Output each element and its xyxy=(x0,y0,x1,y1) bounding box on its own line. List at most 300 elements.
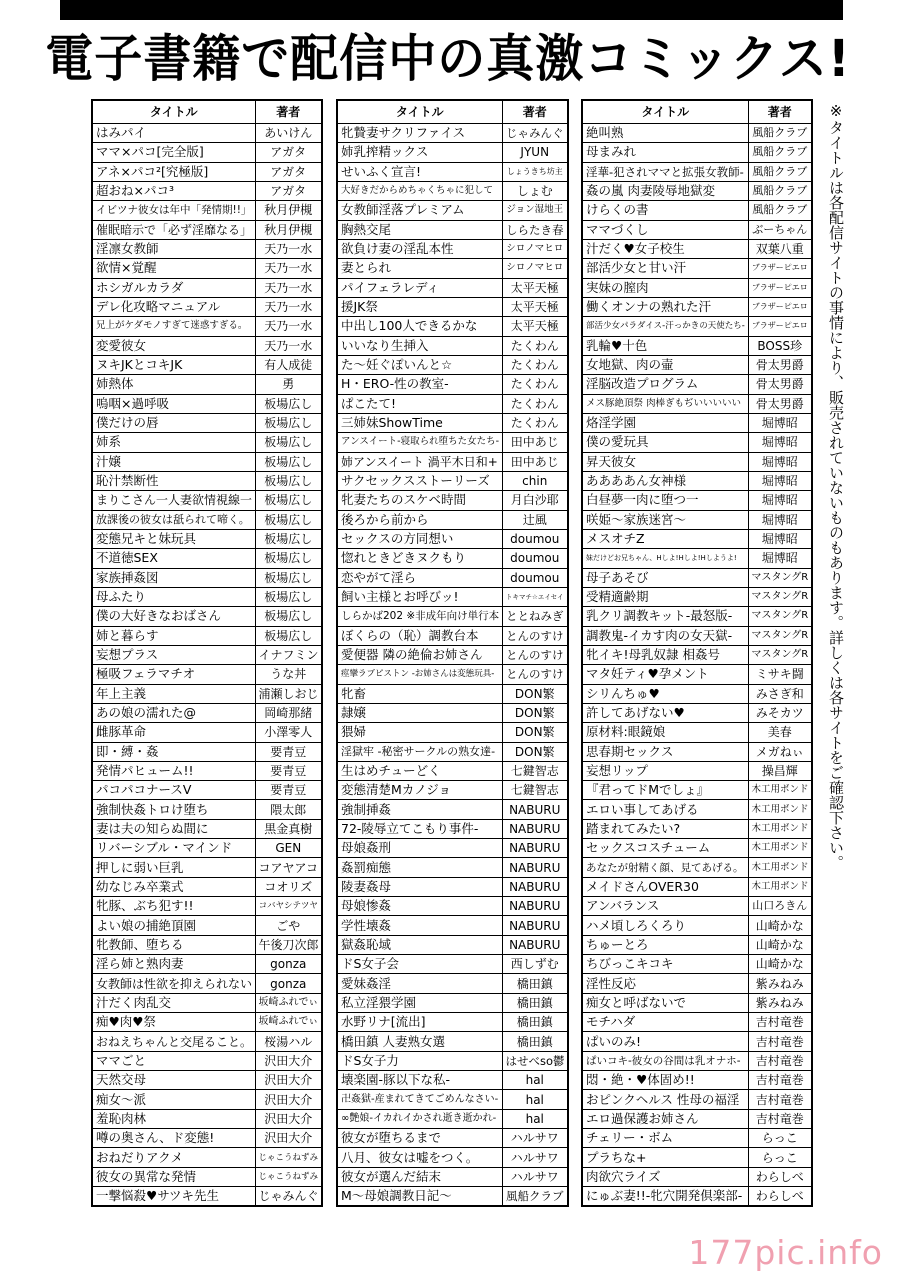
comic-title: 淫脳改造プログラム xyxy=(582,375,748,394)
comic-title: 僕の大好きなおばさん xyxy=(92,607,255,626)
table-row xyxy=(582,974,812,993)
comic-author: 骨太男爵 xyxy=(748,394,812,413)
table-row xyxy=(582,549,812,568)
comic-title: 調教鬼-イカす肉の女天獄- xyxy=(582,626,748,645)
comic-title: メイドさんOVER30 xyxy=(582,877,748,896)
comic-title: 卍姦獄-産まれてきてごめんなさい- xyxy=(337,1090,502,1109)
table-row xyxy=(92,413,322,432)
comic-author: マスタングR xyxy=(748,626,812,645)
comic-author: ブラザーピエロ xyxy=(748,259,812,278)
table-row xyxy=(92,839,322,858)
table-row xyxy=(337,317,568,336)
comic-title: 家族挿姦図 xyxy=(92,568,255,587)
table-row xyxy=(582,375,812,394)
table-row xyxy=(582,491,812,510)
comic-author: 沢田大介 xyxy=(255,1129,322,1148)
comic-author: ミサキ闘 xyxy=(748,665,812,684)
comic-author: ハルサワ xyxy=(502,1148,568,1167)
comic-title: ちゅーとろ xyxy=(582,935,748,954)
watermark: 177pic.info xyxy=(688,1233,883,1272)
comics-table-3 xyxy=(581,99,813,1207)
table-row xyxy=(582,800,812,819)
comic-title: 母子あそび xyxy=(582,568,748,587)
comic-title: 不道徳SEX xyxy=(92,549,255,568)
table-row xyxy=(337,800,568,819)
comic-title: 姉乳搾精ックス xyxy=(337,143,502,162)
comic-author: 橋田鎮 xyxy=(502,974,568,993)
comic-title: プラちな+ xyxy=(582,1148,748,1167)
table-row xyxy=(582,1148,812,1167)
comic-author: 堀博昭 xyxy=(748,491,812,510)
comic-title: リバーシブル・マインド xyxy=(92,839,255,858)
comic-author: 桜湯ハル xyxy=(255,1032,322,1051)
comic-title: 隷嬢 xyxy=(337,703,502,722)
table-row xyxy=(337,375,568,394)
comic-author: みそカツ xyxy=(748,703,812,722)
table-row xyxy=(337,433,568,452)
comic-author: じゃみんぐ xyxy=(502,124,568,143)
comic-author: 太平天極 xyxy=(502,278,568,297)
table-row xyxy=(582,819,812,838)
table-row xyxy=(337,568,568,587)
table-row xyxy=(337,935,568,954)
table-row xyxy=(337,1129,568,1148)
comic-title: 陵妻姦母 xyxy=(337,877,502,896)
comic-title: 母まみれ xyxy=(582,143,748,162)
comic-author: 秋月伊槻 xyxy=(255,220,322,239)
comic-title: 妻とられ xyxy=(337,259,502,278)
comic-title: イビツナ彼女は年中「発情期!!」 xyxy=(92,201,255,220)
table-row xyxy=(92,1013,322,1032)
table-row xyxy=(582,858,812,877)
comic-title: 彼女が選んだ結末 xyxy=(337,1167,502,1186)
table-row xyxy=(92,201,322,220)
comic-author: とんのすけ xyxy=(502,626,568,645)
comic-author: 黒金真樹 xyxy=(255,819,322,838)
table-row xyxy=(582,684,812,703)
table-row xyxy=(337,259,568,278)
comic-author: hal xyxy=(502,1090,568,1109)
table-row xyxy=(582,897,812,916)
table-row xyxy=(337,529,568,548)
comic-title: ヌキJKとコキJK xyxy=(92,355,255,374)
comic-author: doumou xyxy=(502,568,568,587)
comic-title: 咲姫～家族迷宮～ xyxy=(582,510,748,529)
comic-title: 汁だく肉乱交 xyxy=(92,993,255,1012)
comic-author: NABURU xyxy=(502,916,568,935)
comic-title: 恥汁禁断性 xyxy=(92,471,255,490)
comic-author: みさぎ和 xyxy=(748,684,812,703)
table-row xyxy=(582,394,812,413)
comic-author: 岡崎那緒 xyxy=(255,703,322,722)
table-row xyxy=(92,471,322,490)
comic-title: よい娘の捕絶頂園 xyxy=(92,916,255,935)
comic-author: 山崎かな xyxy=(748,916,812,935)
table-row xyxy=(337,452,568,471)
table-row xyxy=(337,781,568,800)
comic-title: ママづくし xyxy=(582,220,748,239)
table-row xyxy=(582,626,812,645)
comic-author: 堀博昭 xyxy=(748,413,812,432)
comic-author: マスタングR xyxy=(748,645,812,664)
comic-title: 飼い主様とお呼びッ! xyxy=(337,587,502,606)
table-row xyxy=(337,1071,568,1090)
comic-author: NABURU xyxy=(502,819,568,838)
comic-author: 橋田鎮 xyxy=(502,1013,568,1032)
table-row xyxy=(337,181,568,200)
table-row xyxy=(92,452,322,471)
comic-title: ぼくらの（恥）調教台本 xyxy=(337,626,502,645)
comic-author: 板場広し xyxy=(255,587,322,606)
table-row xyxy=(92,916,322,935)
availability-note: ※タイトルは各配信サイトの事情により、販売されていないものもあります。詳しくは各サイトをご確認下さい。 xyxy=(827,102,845,870)
comic-title: 即・縛・姦 xyxy=(92,742,255,761)
table-row xyxy=(582,317,812,336)
column-header-title: タイトル xyxy=(582,100,748,124)
comic-title: セックスコスチューム xyxy=(582,839,748,858)
comic-author: ジョン湿地王 xyxy=(502,201,568,220)
table-row xyxy=(92,1071,322,1090)
table-row xyxy=(337,220,568,239)
table-row xyxy=(337,665,568,684)
table-row xyxy=(92,800,322,819)
comic-title: シリんちゅ♥ xyxy=(582,684,748,703)
comic-author: 吉村竜巻 xyxy=(748,1090,812,1109)
comic-title: 発情パヒューム!! xyxy=(92,761,255,780)
comic-author: 木工用ボンド xyxy=(748,839,812,858)
comic-author: chin xyxy=(502,471,568,490)
comic-title: H・ERO-性の教室- xyxy=(337,375,502,394)
comic-author: じゃこうねずみ xyxy=(255,1148,322,1167)
comic-author: 山口ろきん xyxy=(748,897,812,916)
comic-author: 紫みねみ xyxy=(748,974,812,993)
table-row xyxy=(337,1109,568,1128)
table-row xyxy=(337,858,568,877)
comic-author: 辻風 xyxy=(502,510,568,529)
comic-title: ハメ頃しろくろり xyxy=(582,916,748,935)
comic-title: 姉と暮らす xyxy=(92,626,255,645)
table-row xyxy=(337,1090,568,1109)
table-row xyxy=(337,703,568,722)
comic-title: 欲情×覚醒 xyxy=(92,259,255,278)
comic-author: 板場広し xyxy=(255,413,322,432)
comic-author: コオリズ xyxy=(255,877,322,896)
table-row xyxy=(582,1032,812,1051)
comic-title: 姦罰痴態 xyxy=(337,858,502,877)
table-row xyxy=(337,974,568,993)
comic-title: 踏まれてみたい? xyxy=(582,819,748,838)
comic-title: 催眠暗示で「必ず淫靡なる」 xyxy=(92,220,255,239)
table-row xyxy=(582,665,812,684)
comic-author: ブラザーピエロ xyxy=(748,297,812,316)
comic-title: 汁だく♥女子校生 xyxy=(582,239,748,258)
table-row xyxy=(337,394,568,413)
table-row xyxy=(92,1090,322,1109)
table-row xyxy=(582,1187,812,1207)
comic-title: 思春期セックス xyxy=(582,742,748,761)
table-row xyxy=(582,220,812,239)
comic-author: 有人成徒 xyxy=(255,355,322,374)
table-row xyxy=(92,684,322,703)
comic-title: はみパイ xyxy=(92,124,255,143)
comic-title: あの娘の濡れた@ xyxy=(92,703,255,722)
comic-title: 欲負け妻の淫乱本性 xyxy=(337,239,502,258)
comic-title: 『君ってドMでしょ』 xyxy=(582,781,748,800)
comic-title: 淫凛女教師 xyxy=(92,239,255,258)
comic-author: 橋田鎮 xyxy=(502,993,568,1012)
comic-author: NABURU xyxy=(502,897,568,916)
table-row xyxy=(337,355,568,374)
comic-author: マスタングR xyxy=(748,607,812,626)
comic-author: 沢田大介 xyxy=(255,1090,322,1109)
table-row xyxy=(582,703,812,722)
comic-title: 淫性反応 xyxy=(582,974,748,993)
table-row xyxy=(337,201,568,220)
comic-title: 母娘姦刑 xyxy=(337,839,502,858)
comic-author: しょうきち坊主 xyxy=(502,162,568,181)
comic-author: わらしべ xyxy=(748,1167,812,1186)
table-row xyxy=(582,181,812,200)
comic-author: ととねみぎ xyxy=(502,607,568,626)
comic-author: 吉村竜巻 xyxy=(748,1051,812,1070)
comic-title: エロ過保護お姉さん xyxy=(582,1109,748,1128)
comic-author: 木工用ボンド xyxy=(748,819,812,838)
table-row xyxy=(582,143,812,162)
table-row xyxy=(92,317,322,336)
comic-title: 淫獄牢 -秘密サークルの熟女達- xyxy=(337,742,502,761)
comic-title: 昇天彼女 xyxy=(582,452,748,471)
comic-author: アガタ xyxy=(255,181,322,200)
comic-author: 坂崎ふれでぃ xyxy=(255,993,322,1012)
table-row xyxy=(582,355,812,374)
table-row xyxy=(582,1167,812,1186)
table-row xyxy=(92,723,322,742)
table-row xyxy=(92,819,322,838)
column-header-author: 著者 xyxy=(748,100,812,124)
table-row xyxy=(92,394,322,413)
comic-author: 板場広し xyxy=(255,510,322,529)
comic-title: 淫華-犯されママと拡張女教師- xyxy=(582,162,748,181)
comic-title: パイフェラレディ xyxy=(337,278,502,297)
comic-title: 惚れときどきヌクもり xyxy=(337,549,502,568)
comic-author: 吉村竜巻 xyxy=(748,1032,812,1051)
comic-title: 姦の嵐 肉妻陵辱地獄変 xyxy=(582,181,748,200)
comic-title: まりこさん一人妻欲情視線一 xyxy=(92,491,255,510)
table-row xyxy=(337,916,568,935)
comic-author: DON繁 xyxy=(502,684,568,703)
table-row xyxy=(92,510,322,529)
comic-title: 淫ら姉と熟肉妻 xyxy=(92,955,255,974)
top-bar xyxy=(60,0,843,20)
comic-title: 牝畜 xyxy=(337,684,502,703)
comic-title: にゅぶ妻!!-牝穴開発倶楽部- xyxy=(582,1187,748,1207)
comic-title: 押しに弱い巨乳 xyxy=(92,858,255,877)
comic-title: 超おね×パコ³ xyxy=(92,181,255,200)
table-row xyxy=(337,897,568,916)
comic-title: マタ妊ティ♥孕メント xyxy=(582,665,748,684)
comic-author: 橋田鎮 xyxy=(502,1032,568,1051)
table-row xyxy=(92,1148,322,1167)
table-row xyxy=(337,626,568,645)
comic-title: アンバランス xyxy=(582,897,748,916)
comic-author: BOSS珍 xyxy=(748,336,812,355)
comic-title: 恋やがて淫ら xyxy=(337,568,502,587)
comic-author: じゃこうねずみ xyxy=(255,1167,322,1186)
comic-author: あいけん xyxy=(255,124,322,143)
comic-author: 板場広し xyxy=(255,626,322,645)
table-row xyxy=(337,491,568,510)
comic-title: 年上主義 xyxy=(92,684,255,703)
comic-title: モチハダ xyxy=(582,1013,748,1032)
comic-author: うな丼 xyxy=(255,665,322,684)
table-row xyxy=(92,549,322,568)
table-row xyxy=(92,742,322,761)
comic-author: とんのすけ xyxy=(502,645,568,664)
table-row xyxy=(337,471,568,490)
comic-author: 天乃一水 xyxy=(255,278,322,297)
table-row xyxy=(92,124,322,143)
comic-title: 実妹の膣肉 xyxy=(582,278,748,297)
comic-title: せいふく宣言! xyxy=(337,162,502,181)
comic-title: ママごと xyxy=(92,1051,255,1070)
table-row xyxy=(337,742,568,761)
table-row xyxy=(92,259,322,278)
comic-author: 沢田大介 xyxy=(255,1109,322,1128)
table-row xyxy=(337,1013,568,1032)
table-row xyxy=(582,935,812,954)
comic-title: ママ×パコ[完全版] xyxy=(92,143,255,162)
comic-author: NABURU xyxy=(502,858,568,877)
table-row xyxy=(582,124,812,143)
comic-title: 雌豚革命 xyxy=(92,723,255,742)
comic-author: 要青豆 xyxy=(255,761,322,780)
comic-title: 妄想リップ xyxy=(582,761,748,780)
comic-title: 白昼夢一肉に堕つ一 xyxy=(582,491,748,510)
comic-title: 放課後の彼女は舐られて啼く。 xyxy=(92,510,255,529)
comic-author: 小澤零人 xyxy=(255,723,322,742)
table-row xyxy=(582,742,812,761)
table-row xyxy=(337,510,568,529)
comic-author: ぶーちゃん xyxy=(748,220,812,239)
table-row xyxy=(92,143,322,162)
comic-title: 極吸フェラマチオ xyxy=(92,665,255,684)
comic-title: 姉アンスイート 渦平木日和+ xyxy=(337,452,502,471)
comic-title: 乳クリ調教キット-最怒版- xyxy=(582,607,748,626)
comic-author: マスタングR xyxy=(748,568,812,587)
comic-title: 痴女～派 xyxy=(92,1090,255,1109)
table-row xyxy=(92,935,322,954)
comic-title: ぱいのみ! xyxy=(582,1032,748,1051)
comic-author: マスタングR xyxy=(748,587,812,606)
comic-author: 天乃一水 xyxy=(255,239,322,258)
comic-author: アガタ xyxy=(255,143,322,162)
table-row xyxy=(92,1109,322,1128)
table-row xyxy=(337,839,568,858)
table-row xyxy=(92,278,322,297)
comic-author: アガタ xyxy=(255,162,322,181)
comic-title: 烙淫学園 xyxy=(582,413,748,432)
comic-author: hal xyxy=(502,1109,568,1128)
comic-author: ハルサワ xyxy=(502,1167,568,1186)
table-row xyxy=(92,1187,322,1207)
comic-author: 月白沙耶 xyxy=(502,491,568,510)
comic-title: セックスの方同想い xyxy=(337,529,502,548)
table-row xyxy=(337,124,568,143)
comic-title: 姉熱体 xyxy=(92,375,255,394)
comic-author: たくわん xyxy=(502,394,568,413)
table-row xyxy=(337,278,568,297)
table-row xyxy=(582,529,812,548)
comic-author: ハルサワ xyxy=(502,1129,568,1148)
comic-author: 坂崎ふれでぃ xyxy=(255,1013,322,1032)
comic-title: パコパコナースV xyxy=(92,781,255,800)
comic-author: コバヤシテツヤ xyxy=(255,897,322,916)
comic-title: 噂の奥さん、ド変態! xyxy=(92,1129,255,1148)
comic-author: ブラザーピエロ xyxy=(748,278,812,297)
comic-author: 堀博昭 xyxy=(748,452,812,471)
column-header-author: 著者 xyxy=(502,100,568,124)
comic-title: 牝イキ!母乳奴隷 相姦号 xyxy=(582,645,748,664)
table-row xyxy=(337,993,568,1012)
table-row xyxy=(92,955,322,974)
comic-author: 吉村竜巻 xyxy=(748,1109,812,1128)
comic-title: 妻は夫の知らぬ間に xyxy=(92,819,255,838)
comic-author: 沢田大介 xyxy=(255,1071,322,1090)
table-row xyxy=(582,781,812,800)
table-row xyxy=(92,858,322,877)
comic-author: 秋月伊槻 xyxy=(255,201,322,220)
table-row xyxy=(582,1071,812,1090)
table-row xyxy=(582,568,812,587)
comic-author: 要青豆 xyxy=(255,742,322,761)
table-row xyxy=(92,1051,322,1070)
table-row xyxy=(582,162,812,181)
table-row xyxy=(92,355,322,374)
comic-author: 板場広し xyxy=(255,491,322,510)
table-row xyxy=(582,916,812,935)
comic-author: NABURU xyxy=(502,839,568,858)
comic-title: 大好きだからめちゃくちゃに犯して xyxy=(337,181,502,200)
comic-title: けらくの書 xyxy=(582,201,748,220)
comic-title: 強制快姦トロけ堕ち xyxy=(92,800,255,819)
comic-title: 水野リナ[流出] xyxy=(337,1013,502,1032)
comic-title: エロい事してあげる xyxy=(582,800,748,819)
comic-title: 原材料:眼鏡娘 xyxy=(582,723,748,742)
table-row xyxy=(582,433,812,452)
comic-author: らっこ xyxy=(748,1129,812,1148)
comic-author: 勇 xyxy=(255,375,322,394)
comic-title: 兄上がケダモノすぎて迷惑すぎる。 xyxy=(92,317,255,336)
table-row xyxy=(92,239,322,258)
comic-author: じゃみんぐ xyxy=(255,1187,322,1207)
comic-author: イナフミン xyxy=(255,645,322,664)
comic-author: 天乃一水 xyxy=(255,336,322,355)
comic-title: 強制挿姦 xyxy=(337,800,502,819)
table-row xyxy=(337,297,568,316)
table-row xyxy=(92,568,322,587)
table-row xyxy=(337,761,568,780)
table-row xyxy=(582,723,812,742)
comic-title: 痙攣ラブピストン -お姉さんは変態玩具- xyxy=(337,665,502,684)
comic-title: 部活少女と甘い汗 xyxy=(582,259,748,278)
table-row xyxy=(582,607,812,626)
comic-author: DON繁 xyxy=(502,742,568,761)
table-row xyxy=(582,645,812,664)
comics-table-1 xyxy=(91,99,323,1207)
table-row xyxy=(92,993,322,1012)
table-row xyxy=(582,587,812,606)
comic-author: 板場広し xyxy=(255,568,322,587)
